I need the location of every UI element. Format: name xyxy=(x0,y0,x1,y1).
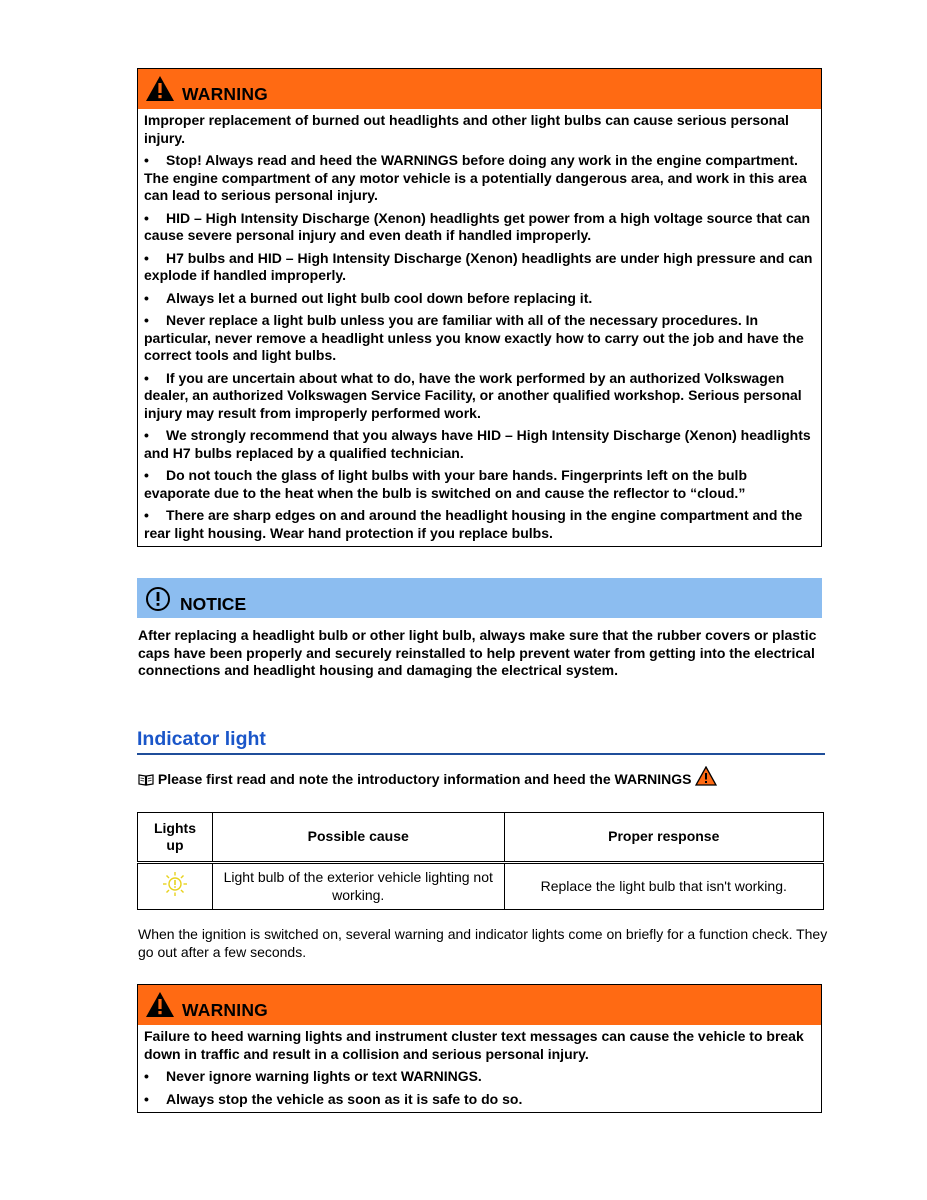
bullet-text: Always let a burned out light bulb cool down before replacing it. xyxy=(166,289,593,306)
warning-bullet xyxy=(144,210,815,245)
bullet-text: Stop! Always read and heed the WARNINGS before doing any work in the engine compartment. The engine compartment of any motor vehicle is a potentially dangerous area, and work in this area can lead to serious personal injury. xyxy=(144,152,807,203)
notice-header xyxy=(137,578,822,618)
warning-body xyxy=(138,109,821,546)
warning-bullet xyxy=(144,290,815,308)
indicator-table xyxy=(137,812,824,910)
bullet-icon: • xyxy=(144,209,149,226)
bullet-icon: • xyxy=(144,289,149,306)
warning-title: WARNING xyxy=(182,1000,268,1020)
table-row xyxy=(138,863,824,910)
book-icon xyxy=(138,773,154,786)
bullet-icon: • xyxy=(144,1068,149,1084)
warning-header xyxy=(138,985,821,1025)
warning-bullet xyxy=(144,1068,815,1086)
section-title: Indicator light xyxy=(137,728,825,755)
table-header-row xyxy=(138,813,824,863)
bullet-text: If you are uncertain about what to do, have the work performed by an authorized Volkswagen dealer, an authorized Volkswagen Service Facility, or another qualified workshop. Serious personal injury may result from improperly performed work. xyxy=(144,369,802,421)
warning-header xyxy=(138,69,821,109)
bullet-icon: • xyxy=(144,369,149,386)
header-proper-response: Proper response xyxy=(504,813,824,863)
bullet-text: Always stop the vehicle as soon as it is safe to do so. xyxy=(166,1090,523,1107)
warning-triangle-icon xyxy=(145,991,175,1018)
warning-box-2 xyxy=(137,984,822,1113)
intro-line xyxy=(138,766,717,787)
bullet-icon: • xyxy=(144,152,149,168)
bullet-icon: • xyxy=(144,249,149,266)
warning-bullet xyxy=(144,427,815,462)
intro-text: Please first read and note the introductory information and heed the WARNINGS xyxy=(157,771,692,787)
bullet-text: H7 bulbs and HID – High Intensity Discharge (Xenon) headlights are under high pressure and can explode if handled improperly. xyxy=(144,249,813,283)
warning-bullet xyxy=(144,507,815,542)
warning-bullet xyxy=(144,250,815,285)
bullet-icon: • xyxy=(144,467,149,483)
warning-intro: Improper replacement of burned out headlights and other light bulbs can cause serious personal injury. xyxy=(144,112,789,146)
bullet-text: We strongly recommend that you always have HID – High Intensity Discharge (Xenon) headlights and H7 bulbs replaced by a qualified technician. xyxy=(144,427,811,461)
bullet-icon: • xyxy=(144,427,149,443)
warning-title: WARNING xyxy=(182,84,268,104)
header-lights-up: Lights up xyxy=(138,813,213,863)
header-possible-cause: Possible cause xyxy=(212,813,504,863)
bullet-text: There are sharp edges on and around the headlight housing in the engine compartment and the rear light housing. Wear hand protection if you replace bulbs. xyxy=(144,507,803,541)
warning-triangle-icon xyxy=(145,75,175,102)
warning-triangle-icon[interactable] xyxy=(695,766,717,786)
bulb-warning-icon xyxy=(162,871,188,897)
bullet-text: HID – High Intensity Discharge (Xenon) headlights get power from a high voltage source that can cause severe personal injury and even death if handled improperly. xyxy=(144,209,811,243)
bullet-icon: • xyxy=(144,507,149,523)
warning-body xyxy=(138,1025,821,1112)
bullet-icon: • xyxy=(144,1090,149,1107)
bullet-text: Never replace a light bulb unless you are familiar with all of the necessary procedures. In particular, never remove a headlight unless you know exactly how to carry out the job and have the correct tools and light bulbs. xyxy=(144,312,804,363)
warning-bullet xyxy=(144,312,815,365)
warning-bullet xyxy=(144,467,815,502)
warning-intro: Failure to heed warning lights and instrument cluster text messages can cause the vehicle to break down in traffic and result in a collision and serious personal injury. xyxy=(144,1028,804,1062)
exclamation-circle-icon xyxy=(145,586,171,612)
cause-cell: Light bulb of the exterior vehicle lighting not working. xyxy=(212,863,504,910)
notice-text: After replacing a headlight bulb or other light bulb, always make sure that the rubber covers or plastic caps have been properly and securely reinstalled to help prevent water from getting into the electrical connections and headlight housing and damaging the electrical system. xyxy=(138,627,817,678)
warning-bullet xyxy=(144,1091,815,1109)
notice-title: NOTICE xyxy=(180,594,247,614)
bullet-icon: • xyxy=(144,312,149,328)
bullet-text: Never ignore warning lights or text WARNINGS. xyxy=(166,1068,482,1084)
warning-box-1 xyxy=(137,68,822,547)
function-check-paragraph: When the ignition is switched on, several warning and indicator lights come on briefly for a function check. They go out after a few seconds. xyxy=(138,926,828,960)
warning-bullet xyxy=(144,370,815,423)
lights-up-cell xyxy=(138,863,213,910)
warning-bullet xyxy=(144,152,815,205)
bullet-text: Do not touch the glass of light bulbs with your bare hands. Fingerprints left on the bulb evaporate due to the heat when the bulb is switched on and cause the reflector to “cloud.” xyxy=(144,467,747,501)
response-cell: Replace the light bulb that isn't working. xyxy=(504,863,824,910)
